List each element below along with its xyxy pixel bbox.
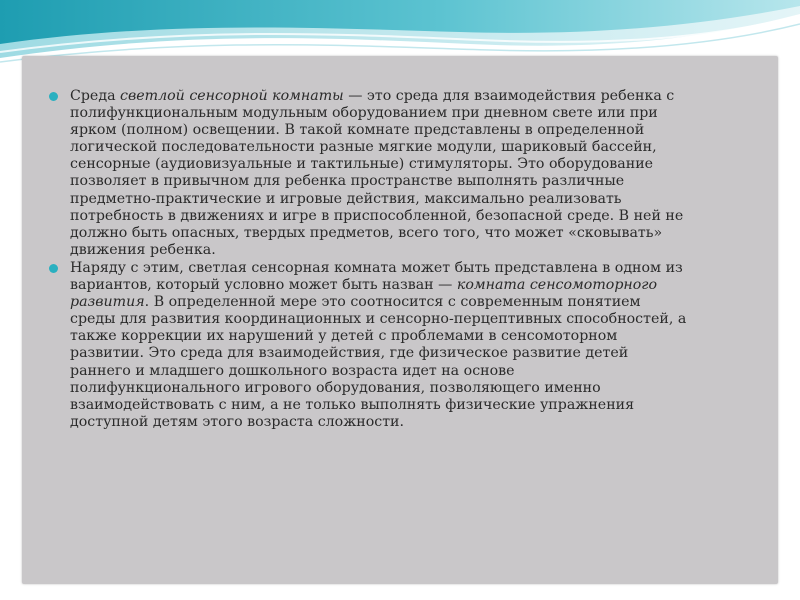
para1-seg1: Среда [70, 88, 121, 104]
para2-seg2: комната сенсомоторного развития [70, 277, 657, 311]
text-content [48, 88, 688, 432]
bullet-icon [49, 92, 58, 101]
para2-seg1: Наряду с этим, светлая сенсорная комната может быть представлена в одном из вариантов, который условно может быть назван — [70, 259, 683, 294]
para1-seg3: — это среда для взаимодействия ребенка с полифункциональным модульным оборудованием при дневном свете или при ярком (полном) освещении. В такой комнате представлены в определенной логической последовательности разные мягкие модули, шариковый бассейн, сенсорные (аудиовизуальные и тактильные) стимуляторы. Это оборудование позволяет в привычном для ребенка пространстве выполнять различные предметно-практические и игровые действия, максимально реализовать потребность в движениях и игре в приспособленной, безопасной среде. В ней не должно быть опасных, твердых предметов, всего того, что может «сковывать» движения ребенка. [70, 88, 684, 258]
para2-seg3: . В определенной мере это соотносится с современным понятием среды для развития координационных и сенсорно-перцептивных способностей, а также коррекции их нарушений у детей с проблемами в сенсомоторном развитии. Это среда для взаимодействия, где физическое развитие детей раннего и младшего дошкольного возраста идет на основе полифункционального игрового оборудования, позволяющего именно взаимодействовать с ним, а не только выполнять физические упражнения доступной детям этого возраста сложности. [70, 294, 687, 430]
bullet-icon [49, 264, 58, 273]
para1-seg2: светлой сенсорной комнаты [120, 88, 344, 104]
paragraph-1 [48, 88, 688, 259]
paragraph-2 [48, 260, 688, 431]
